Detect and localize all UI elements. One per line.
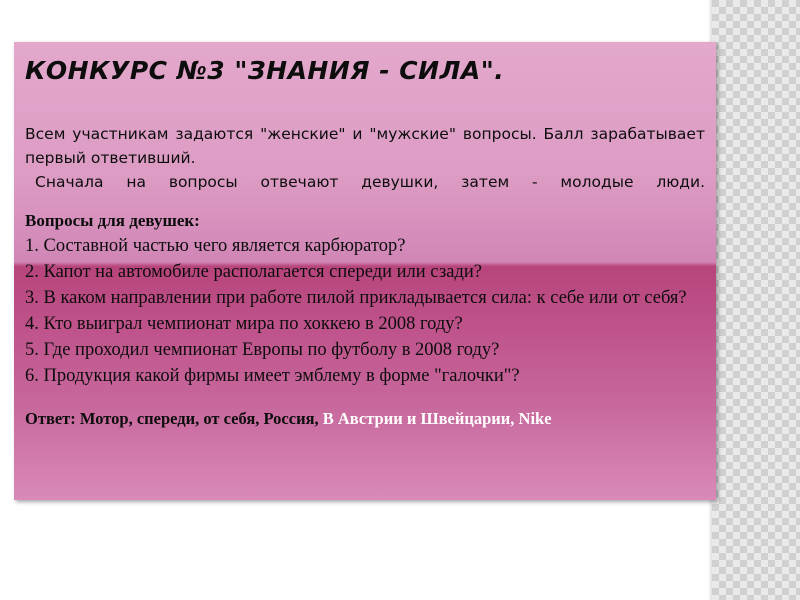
answer-prefix: Ответ: Мотор, спереди, от себя, Россия, <box>25 409 323 428</box>
question-item: 3. В каком направлении при работе пилой прикладывается сила: к себе или от себя? <box>25 288 687 308</box>
intro-text <box>25 122 705 194</box>
answer-line <box>25 407 705 431</box>
intro-paragraph-1: Всем участникам задаются "женские" и "мужские" вопросы. Балл зарабатывает первый ответивший. <box>25 125 705 167</box>
question-item: 6. Продукция какой фирмы имеет эмблему в форме "галочки"? <box>25 366 520 386</box>
questions-header: Вопросы для девушек: <box>25 211 200 230</box>
slide-title: КОНКУРС №3 "ЗНАНИЯ - СИЛА". <box>25 56 505 85</box>
question-item: 4. Кто выиграл чемпионат мира по хоккею в 2008 году? <box>25 314 463 334</box>
slide-content <box>25 52 705 431</box>
decorative-side-strip <box>712 0 800 600</box>
questions-list <box>25 233 705 389</box>
question-item: 2. Капот на автомобиле располагается спереди или сзади? <box>25 262 483 282</box>
question-item: 1. Составной частью чего является карбюратор? <box>25 236 406 256</box>
answer-highlight: В Австрии и Швейцарии, Nike <box>322 409 552 428</box>
spacer <box>25 90 705 122</box>
intro-paragraph-2: Сначала на вопросы отвечают девушки, затем - молодые люди. <box>35 173 705 191</box>
question-item: 5. Где проходил чемпионат Европы по футболу в 2008 году? <box>25 340 500 360</box>
